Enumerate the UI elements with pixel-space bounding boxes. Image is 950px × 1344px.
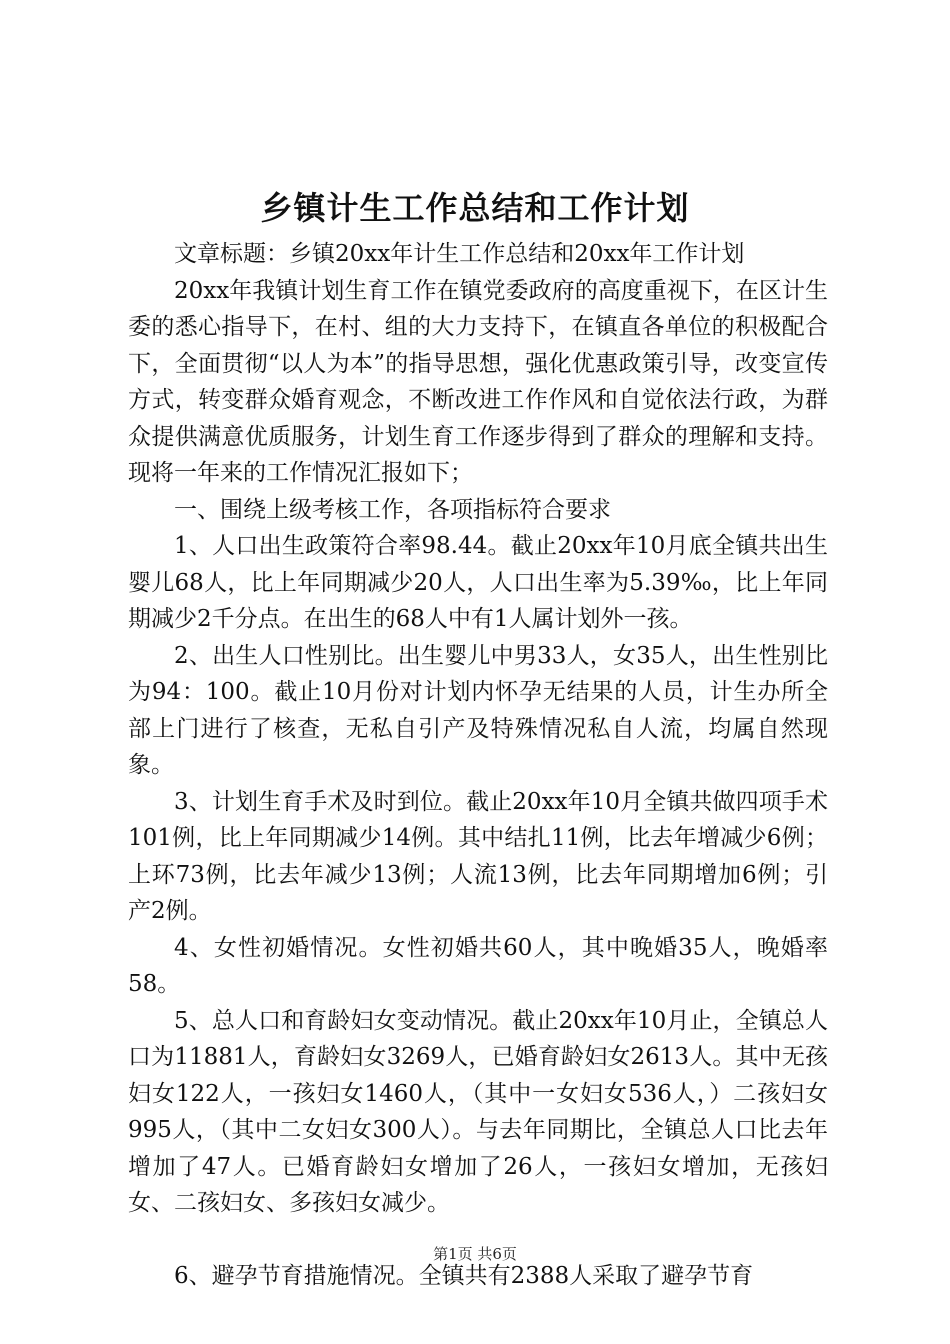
intro-paragraph: 20xx年我镇计划生育工作在镇党委政府的高度重视下，在区计生委的悉心指导下，在村、组的大力支持下，在镇直各单位的积极配合下，全面贯彻“以人为本”的指导思想，强化优惠政策引导，改变宣传方式，转变群众婚育观念，不断改进工作作风和自觉依法行政，为群众提供满意优质服务，计划生育工作逐步得到了群众的理解和支持。现将一年来的工作情况汇报如下； xyxy=(128,277,828,486)
article-title-line: 文章标题：乡镇20xx年计生工作总结和20xx年工作计划 xyxy=(174,241,745,267)
page-footer: 第1页 共6页 xyxy=(433,1245,517,1263)
paragraph-item-2: 2、出生人口性别比。出生婴儿中男33人，女35人，出生性别比为94：100。截止10月份对计划内怀孕无结果的人员，计生办所全部上门进行了核查，无私自引产及特殊情况私自人流，均属自然现象。 xyxy=(128,642,828,778)
paragraph-item-1: 1、人口出生政策符合率98.44。截止20xx年10月底全镇共出生婴儿68人，比上年同期减少20人，人口出生率为5.39‰，比上年同期减少2千分点。在出生的68人中有1人属计划外一孩。 xyxy=(128,533,828,632)
paragraph-item-4: 4、女性初婚情况。女性初婚共60人，其中晚婚35人，晚婚率58。 xyxy=(128,934,828,997)
section-heading: 一、围绕上级考核工作，各项指标符合要求 xyxy=(174,496,611,523)
document-title: 乡镇计生工作总结和工作计划 xyxy=(260,189,690,227)
paragraph-item-3: 3、计划生育手术及时到位。截止20xx年10月全镇共做四项手术101例，比上年同期减少14例。其中结扎11例，比去年增减少6例；上环73例，比去年减少13例；人流13例，比去年同期增加6例；引产2例。 xyxy=(128,788,828,924)
paragraph-item-5: 5、总人口和育龄妇女变动情况。截止20xx年10月止，全镇总人口为11881人，育龄妇女3269人，已婚育龄妇女2613人。其中无孩妇女122人，一孩妇女1460人，（其中一女妇女536人，）二孩妇女995人，（其中二女妇女300人）。与去年同期比，全镇总人口比去年增加了47人。已婚育龄妇女增加了26人，一孩妇女增加，无孩妇女、二孩妇女、多孩妇女减少。 xyxy=(128,1007,828,1216)
document-body xyxy=(128,236,828,1294)
paragraph-item-6: 6、避孕节育措施情况。全镇共有2388人采取了避孕节育 xyxy=(174,1262,754,1289)
